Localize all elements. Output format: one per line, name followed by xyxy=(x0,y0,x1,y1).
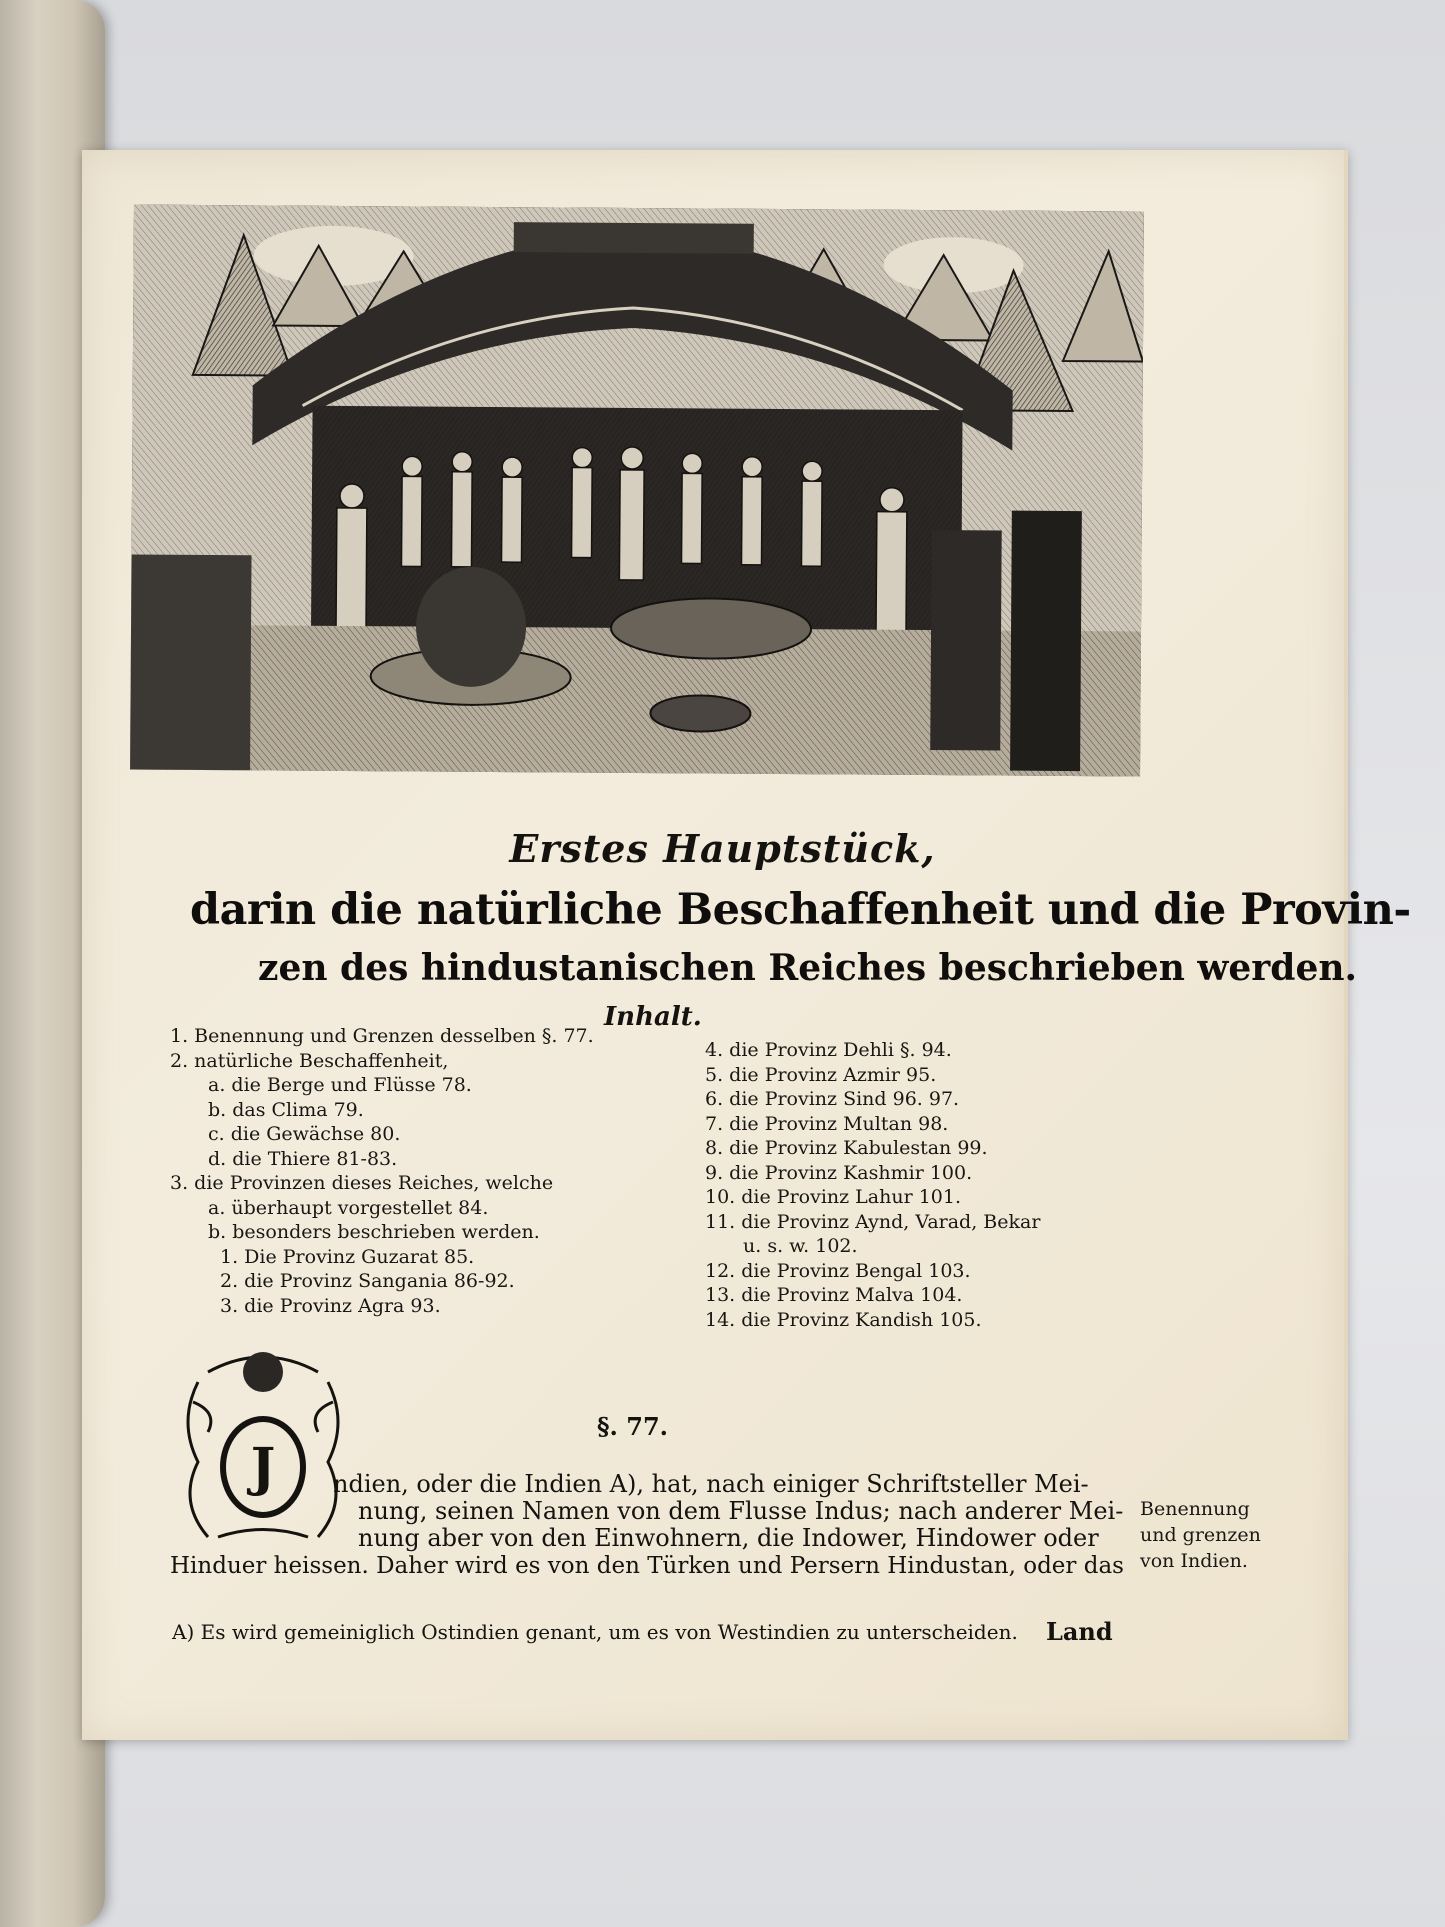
toc-item: 2. natürliche Beschaffenheit, xyxy=(170,1049,449,1072)
margin-note-line: Benennung xyxy=(1140,1498,1250,1520)
toc-item: 3. die Provinz Agra 93. xyxy=(220,1294,441,1317)
toc-item: u. s. w. 102. xyxy=(743,1235,858,1257)
drop-cap-letter: J xyxy=(250,1437,276,1498)
paragraph-number: §. 77. xyxy=(597,1412,669,1441)
body-text-line: nung, seinen Namen von dem Flusse Indus; nach anderer Mei- xyxy=(358,1497,1124,1525)
chapter-title: Erstes Hauptstück, xyxy=(509,826,936,871)
toc-item: 1. Die Provinz Guzarat 85. xyxy=(220,1245,475,1268)
toc-item: 13. die Provinz Malva 104. xyxy=(705,1284,963,1306)
toc-item: a. überhaupt vorgestellet 84. xyxy=(208,1196,489,1219)
body-text-line: Hinduer heissen. Daher wird es von den Türken und Persern Hindustan, oder das xyxy=(170,1553,1124,1579)
toc-item: 1. Benennung und Grenzen desselben §. 77. xyxy=(170,1025,594,1047)
margin-note-line: von Indien. xyxy=(1140,1550,1248,1572)
toc-item: 12. die Provinz Bengal 103. xyxy=(705,1259,971,1282)
toc-item: 5. die Provinz Azmir 95. xyxy=(705,1063,937,1086)
body-text-line: nung aber von den Einwohnern, die Indower, Hindower oder xyxy=(358,1524,1099,1552)
chapter-subtitle-line-1: darin die natürliche Beschaffenheit und die Provin- xyxy=(190,885,1411,935)
toc-item: b. das Clima 79. xyxy=(208,1098,364,1121)
margin-note xyxy=(1140,1496,1261,1574)
chapter-subtitle-line-2: zen des hindustanischen Reiches beschrieben werden. xyxy=(258,947,1358,989)
contents-label: Inhalt. xyxy=(604,1002,702,1032)
toc-item: 7. die Provinz Multan 98. xyxy=(705,1112,949,1135)
contents-list-left xyxy=(170,1024,594,1318)
catchword: Land xyxy=(1046,1617,1113,1646)
engraving-illustration xyxy=(130,204,1144,776)
toc-item: c. die Gewächse 80. xyxy=(208,1123,401,1145)
toc-item: d. die Thiere 81-83. xyxy=(208,1147,398,1170)
contents-list-right xyxy=(705,1038,1040,1332)
toc-item: 8. die Provinz Kabulestan 99. xyxy=(705,1137,988,1159)
toc-item: 11. die Provinz Aynd, Varad, Bekar xyxy=(705,1210,1041,1233)
toc-item: 2. die Provinz Sangania 86-92. xyxy=(220,1270,515,1292)
toc-item: 10. die Provinz Lahur 101. xyxy=(705,1186,962,1208)
toc-item: 9. die Provinz Kashmir 100. xyxy=(705,1161,973,1184)
toc-item: 6. die Provinz Sind 96. 97. xyxy=(705,1088,960,1110)
footnote: A) Es wird gemeiniglich Ostindien genant, um es von Westindien zu unterscheiden. xyxy=(172,1620,1018,1644)
margin-note-line: und grenzen xyxy=(1140,1524,1261,1546)
toc-item: 3. die Provinzen dieses Reiches, welche xyxy=(170,1172,554,1194)
toc-item: b. besonders beschrieben werden. xyxy=(208,1221,540,1243)
body-text-line: ndien, oder die Indien A), hat, nach einiger Schriftsteller Mei- xyxy=(333,1470,1089,1498)
toc-item: a. die Berge und Flüsse 78. xyxy=(208,1074,472,1096)
ornamental-initial xyxy=(178,1342,348,1546)
toc-item: 4. die Provinz Dehli §. 94. xyxy=(705,1039,952,1061)
toc-item: 14. die Provinz Kandish 105. xyxy=(705,1308,982,1331)
